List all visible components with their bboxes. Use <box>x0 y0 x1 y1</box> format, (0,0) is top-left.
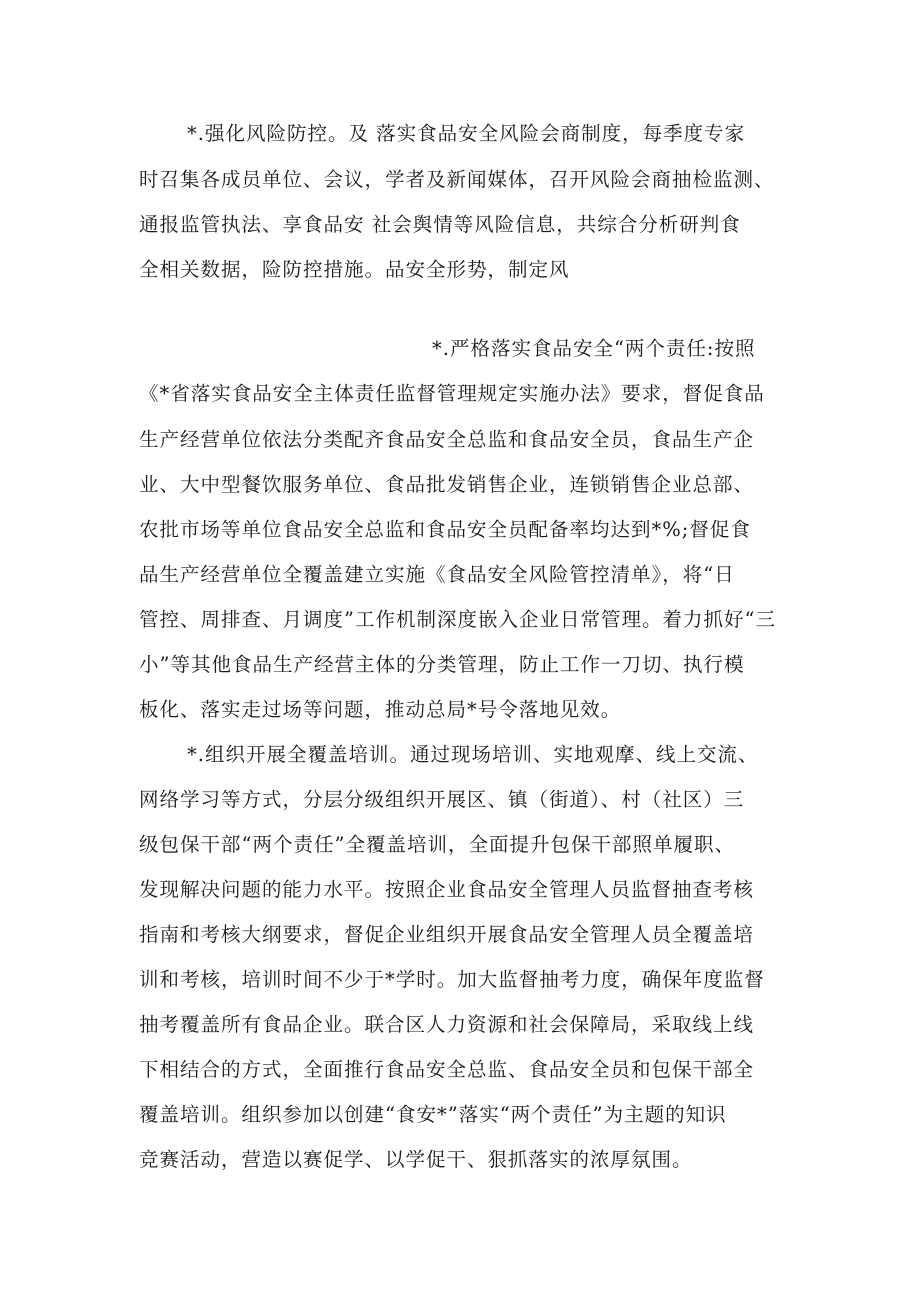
text-line: 品生产经营单位全覆盖建立实施《食品安全风险管控清单》，将“日 <box>139 563 735 586</box>
text-line: 下相结合的方式，全面推行食品安全总监、食品安全员和包保干部全 <box>139 1058 755 1081</box>
text-line: *.组织开展全覆盖培训。通过现场培训、实地观摩、线上交流、 <box>187 743 759 766</box>
text-line: 级包保干部“两个责任”全覆盖培训，全面提升包保干部照单履职、 <box>139 833 735 856</box>
text-line: 训和考核，培训时间不少于*学时。加大监督抽考力度，确保年度监督 <box>139 968 765 991</box>
text-line: 《*省落实食品安全主体责任监督管理规定实施办法》要求，督促食品 <box>139 382 765 405</box>
text-line: 通报监管执法、享食品安 社会舆情等风险信息，共综合分析研判食 <box>139 213 741 236</box>
text-line: 覆盖培训。组织参加以创建“食安*”落实“两个责任”为主题的知识 <box>139 1103 727 1126</box>
text-line: 小”等其他食品生产经营主体的分类管理，防止工作一刀切、执行模 <box>139 653 745 676</box>
text-line: 板化、落实走过场等问题，推动总局*号令落地见效。 <box>139 698 622 721</box>
text-line: 生产经营单位依法分类配齐食品安全总监和食品安全员，食品生产企 <box>139 428 755 451</box>
text-line: 网络学习等方式，分层分级组织开展区、镇（街道）、村（社区）三 <box>139 788 745 811</box>
text-line: 管控、周排查、月调度”工作机制深度嵌入企业日常管理。着力抓好“三 <box>139 608 776 631</box>
text-line: *.严格落实食品安全“两个责任:按照 <box>432 337 756 360</box>
text-line: 抽考覆盖所有食品企业。联合区人力资源和社会保障局，采取线上线 <box>139 1013 755 1036</box>
text-line: 竞赛活动，营造以赛促学、以学促干、狠抓落实的浓厚氛围。 <box>139 1148 693 1171</box>
text-line: 全相关数据，险防控措施。品安全形势，制定风 <box>139 258 570 281</box>
text-line: 业、大中型餐饮服务单位、食品批发销售企业，连锁销售企业总部、 <box>139 473 755 496</box>
text-line: 农批市场等单位食品安全总监和食品安全员配备率均达到*%;督促食 <box>139 518 751 541</box>
text-line: *.强化风险防控。及 落实食品安全风险会商制度，每季度专家 <box>187 122 746 145</box>
text-line: 指南和考核大纲要求，督促企业组织开展食品安全管理人员全覆盖培 <box>139 923 755 946</box>
text-line: 时召集各成员单位、会议，学者及新闻媒体，召开风险会商抽检监测、 <box>139 168 775 191</box>
text-line: 发现解决问题的能力水平。按照企业食品安全管理人员监督抽查考核 <box>139 878 755 901</box>
